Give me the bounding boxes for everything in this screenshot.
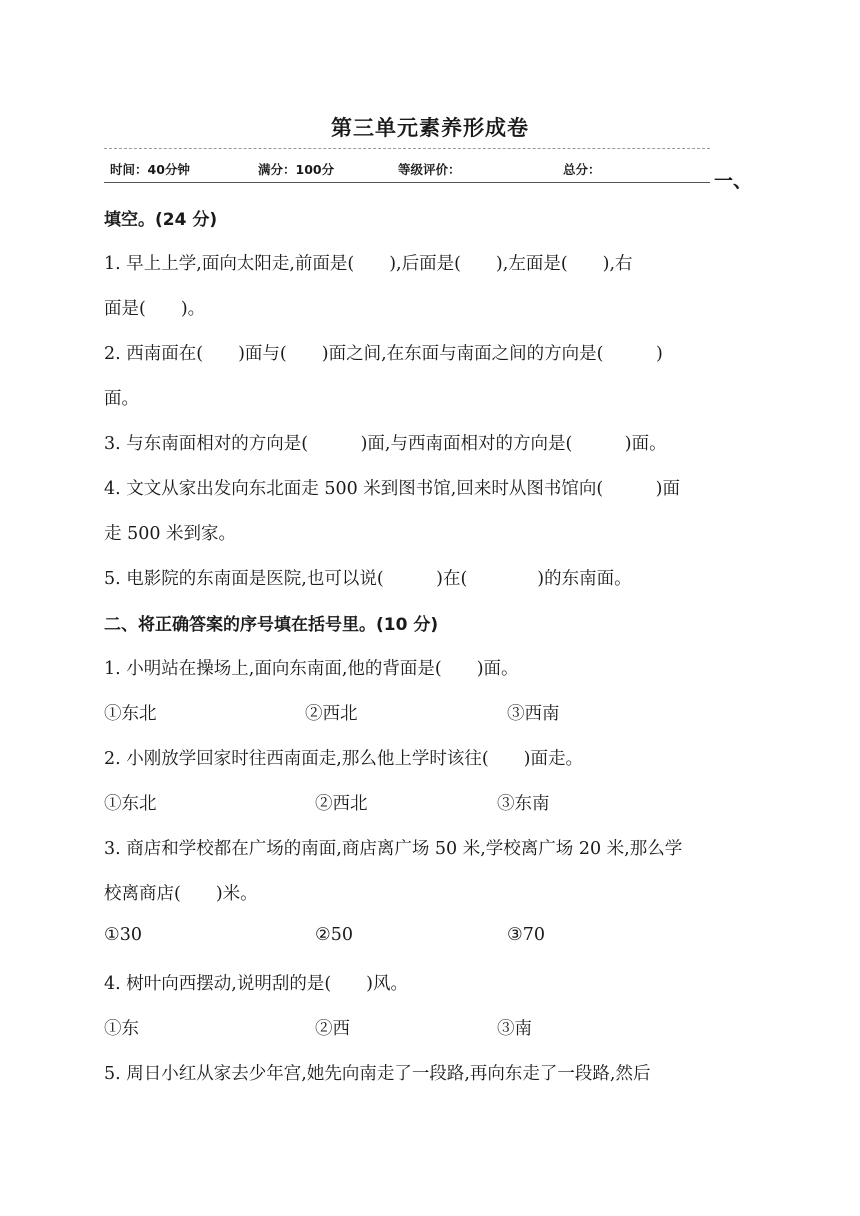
option-b: ②西北	[305, 704, 358, 724]
page-title: 第三单元素养形成卷	[331, 116, 529, 140]
meta-grade: 等级评价：	[398, 162, 461, 177]
option-c: ③东南	[497, 794, 550, 814]
meta-total-score: 总分：	[563, 162, 601, 177]
option-a: ①东北	[104, 704, 157, 724]
option-c: ③西南	[507, 704, 560, 724]
option-c: ③70	[507, 925, 545, 945]
section-2-heading: 二、将正确答案的序号填在括号里。(10 分)	[104, 615, 439, 635]
question-line: 3. 商店和学校都在广场的南面,商店离广场 50 米,学校离广场 20 米,那么学	[104, 839, 683, 859]
question-line: 5. 周日小红从家去少年宫,她先向南走了一段路,再向东走了一段路,然后	[104, 1064, 651, 1084]
dashed-divider	[104, 148, 710, 149]
question-line: 面。	[104, 389, 139, 409]
question-line: 4. 文文从家出发向东北面走 500 米到图书馆,回来时从图书馆向( )面	[104, 479, 681, 499]
option-b: ②50	[315, 925, 353, 945]
option-b: ②西	[315, 1019, 350, 1039]
question-line: 1. 早上上学,面向太阳走,前面是( ),后面是( ),左面是( ),右	[104, 254, 633, 274]
question-line: 2. 西南面在( )面与( )面之间,在东面与南面之间的方向是( )	[104, 344, 663, 364]
question-line: 面是( )。	[104, 299, 206, 319]
option-a: ①东北	[104, 794, 157, 814]
question-line: 校离商店( )米。	[104, 884, 258, 904]
question-line: 1. 小明站在操场上,面向东南面,他的背面是( )面。	[104, 659, 519, 679]
question-line: 走 500 米到家。	[104, 524, 237, 544]
question-line: 4. 树叶向西摆动,说明刮的是( )风。	[104, 974, 408, 994]
section-1-heading: 填空。(24 分)	[104, 210, 218, 230]
option-a: ①东	[104, 1019, 139, 1039]
question-line: 3. 与东南面相对的方向是( )面,与西南面相对的方向是( )面。	[104, 434, 667, 454]
option-c: ③南	[497, 1019, 532, 1039]
meta-full-score: 满分：100分	[258, 162, 335, 177]
question-line: 5. 电影院的东南面是医院,也可以说( )在( )的东南面。	[104, 569, 632, 589]
section-1-number: 一、	[714, 170, 753, 192]
option-a: ①30	[104, 925, 142, 945]
option-b: ②西北	[315, 794, 368, 814]
header-underline	[104, 182, 710, 183]
question-line: 2. 小刚放学回家时往西南面走,那么他上学时该往( )面走。	[104, 749, 583, 769]
meta-time: 时间：40分钟	[110, 162, 190, 177]
